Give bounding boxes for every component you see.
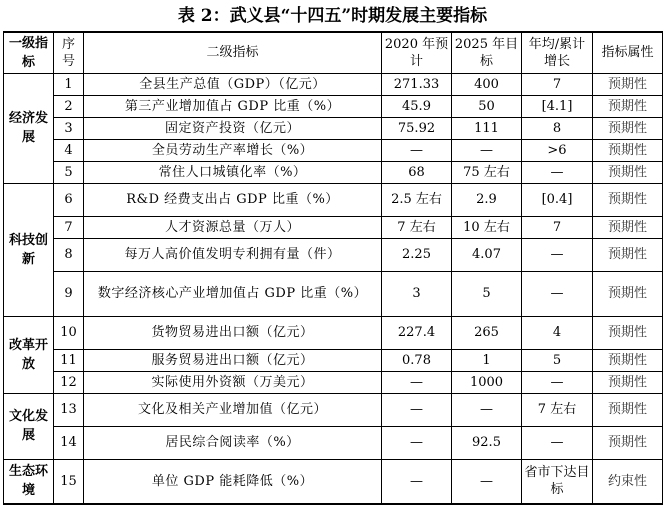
value-2020: — bbox=[382, 459, 452, 504]
value-2020: 45.9 bbox=[382, 95, 452, 117]
indicator-name: 服务贸易进出口额（亿元） bbox=[84, 349, 382, 371]
indicator-name: 常住人口城镇化率（%） bbox=[84, 161, 382, 183]
value-2020: — bbox=[382, 139, 452, 161]
indicator-attribute: 预期性 bbox=[593, 371, 663, 393]
value-2025: 1000 bbox=[452, 371, 522, 393]
indicator-name: 人才资源总量（万人） bbox=[84, 216, 382, 238]
indicator-attribute: 预期性 bbox=[593, 271, 663, 316]
header-2025: 2025 年目标 bbox=[452, 32, 522, 73]
row-number: 14 bbox=[54, 426, 84, 459]
growth-value: [0.4] bbox=[522, 183, 593, 216]
table-row bbox=[4, 161, 663, 183]
growth-value: — bbox=[522, 271, 593, 316]
header-level2: 二级指标 bbox=[84, 32, 382, 73]
indicator-name: 第三产业增加值占 GDP 比重（%） bbox=[84, 95, 382, 117]
value-2025: 10 左右 bbox=[452, 216, 522, 238]
row-number: 15 bbox=[54, 459, 84, 504]
value-2020: — bbox=[382, 371, 452, 393]
growth-value: — bbox=[522, 161, 593, 183]
group-label: 改革开放 bbox=[4, 316, 54, 393]
table-row bbox=[4, 459, 663, 504]
indicator-name: R&D 经费支出占 GDP 比重（%） bbox=[84, 183, 382, 216]
growth-value: 7 bbox=[522, 216, 593, 238]
header-growth: 年均/累计增长 bbox=[522, 32, 593, 73]
indicator-name: 实际使用外资额（万美元） bbox=[84, 371, 382, 393]
row-number: 7 bbox=[54, 216, 84, 238]
growth-value: 7 左右 bbox=[522, 393, 593, 426]
growth-value: 8 bbox=[522, 117, 593, 139]
row-number: 3 bbox=[54, 117, 84, 139]
value-2025: 111 bbox=[452, 117, 522, 139]
table-row bbox=[4, 393, 663, 426]
group-label: 生态环境 bbox=[4, 459, 54, 504]
growth-value: — bbox=[522, 238, 593, 271]
indicator-attribute: 预期性 bbox=[593, 216, 663, 238]
indicator-attribute: 约束性 bbox=[593, 459, 663, 504]
value-2025: 5 bbox=[452, 271, 522, 316]
header-level1: 一级指标 bbox=[4, 32, 54, 73]
indicator-attribute: 预期性 bbox=[593, 139, 663, 161]
indicator-attribute: 预期性 bbox=[593, 426, 663, 459]
indicator-attribute: 预期性 bbox=[593, 349, 663, 371]
value-2020: 68 bbox=[382, 161, 452, 183]
table-row bbox=[4, 349, 663, 371]
value-2020: 271.33 bbox=[382, 73, 452, 95]
table-row bbox=[4, 238, 663, 271]
table-body bbox=[4, 73, 663, 504]
value-2020: 3 bbox=[382, 271, 452, 316]
value-2025: 92.5 bbox=[452, 426, 522, 459]
value-2020: 227.4 bbox=[382, 316, 452, 349]
table-row bbox=[4, 316, 663, 349]
table-row bbox=[4, 426, 663, 459]
value-2020: 75.92 bbox=[382, 117, 452, 139]
table-row bbox=[4, 216, 663, 238]
header-row bbox=[4, 32, 663, 73]
row-number: 13 bbox=[54, 393, 84, 426]
value-2025: 1 bbox=[452, 349, 522, 371]
table-row bbox=[4, 95, 663, 117]
value-2020: 7 左右 bbox=[382, 216, 452, 238]
growth-value: 7 bbox=[522, 73, 593, 95]
group-label: 经济发展 bbox=[4, 73, 54, 183]
value-2025: 75 左右 bbox=[452, 161, 522, 183]
indicator-name: 文化及相关产业增加值（亿元） bbox=[84, 393, 382, 426]
row-number: 8 bbox=[54, 238, 84, 271]
table-row bbox=[4, 271, 663, 316]
value-2025: 4.07 bbox=[452, 238, 522, 271]
value-2025: 400 bbox=[452, 73, 522, 95]
row-number: 5 bbox=[54, 161, 84, 183]
table-row bbox=[4, 139, 663, 161]
growth-value: 省市下达目标 bbox=[522, 459, 593, 504]
group-label: 文化发展 bbox=[4, 393, 54, 459]
indicator-name: 每万人高价值发明专利拥有量（件） bbox=[84, 238, 382, 271]
indicator-name: 居民综合阅读率（%） bbox=[84, 426, 382, 459]
row-number: 12 bbox=[54, 371, 84, 393]
growth-value: — bbox=[522, 371, 593, 393]
table-row bbox=[4, 73, 663, 95]
value-2020: — bbox=[382, 393, 452, 426]
growth-value: [4.1] bbox=[522, 95, 593, 117]
indicator-name: 货物贸易进出口额（亿元） bbox=[84, 316, 382, 349]
growth-value: 4 bbox=[522, 316, 593, 349]
indicator-attribute: 预期性 bbox=[593, 393, 663, 426]
value-2025: 50 bbox=[452, 95, 522, 117]
header-2020: 2020 年预计 bbox=[382, 32, 452, 73]
table-row bbox=[4, 117, 663, 139]
row-number: 6 bbox=[54, 183, 84, 216]
indicator-name: 固定资产投资（亿元） bbox=[84, 117, 382, 139]
indicator-attribute: 预期性 bbox=[593, 161, 663, 183]
indicator-attribute: 预期性 bbox=[593, 316, 663, 349]
indicator-name: 单位 GDP 能耗降低（%） bbox=[84, 459, 382, 504]
row-number: 1 bbox=[54, 73, 84, 95]
group-label: 科技创新 bbox=[4, 183, 54, 316]
growth-value: 5 bbox=[522, 349, 593, 371]
indicator-attribute: 预期性 bbox=[593, 238, 663, 271]
row-number: 10 bbox=[54, 316, 84, 349]
value-2025: — bbox=[452, 393, 522, 426]
indicator-name: 全员劳动生产率增长（%） bbox=[84, 139, 382, 161]
growth-value: >6 bbox=[522, 139, 593, 161]
table-row bbox=[4, 183, 663, 216]
row-number: 11 bbox=[54, 349, 84, 371]
value-2020: 2.5 左右 bbox=[382, 183, 452, 216]
indicator-attribute: 预期性 bbox=[593, 183, 663, 216]
table-row bbox=[4, 371, 663, 393]
indicator-name: 数字经济核心产业增加值占 GDP 比重（%） bbox=[84, 271, 382, 316]
table-title: 表 2：武义县“十四五”时期发展主要指标 bbox=[177, 6, 488, 26]
indicator-attribute: 预期性 bbox=[593, 117, 663, 139]
indicator-table bbox=[3, 31, 663, 505]
header-attr: 指标属性 bbox=[593, 32, 663, 73]
value-2020: 2.25 bbox=[382, 238, 452, 271]
value-2020: 0.78 bbox=[382, 349, 452, 371]
value-2020: — bbox=[382, 426, 452, 459]
header-no: 序号 bbox=[54, 32, 84, 73]
indicator-name: 全县生产总值（GDP）（亿元） bbox=[84, 73, 382, 95]
growth-value: — bbox=[522, 426, 593, 459]
value-2025: — bbox=[452, 139, 522, 161]
row-number: 9 bbox=[54, 271, 84, 316]
row-number: 2 bbox=[54, 95, 84, 117]
row-number: 4 bbox=[54, 139, 84, 161]
indicator-attribute: 预期性 bbox=[593, 95, 663, 117]
value-2025: 265 bbox=[452, 316, 522, 349]
indicator-attribute: 预期性 bbox=[593, 73, 663, 95]
value-2025: 2.9 bbox=[452, 183, 522, 216]
value-2025: — bbox=[452, 459, 522, 504]
